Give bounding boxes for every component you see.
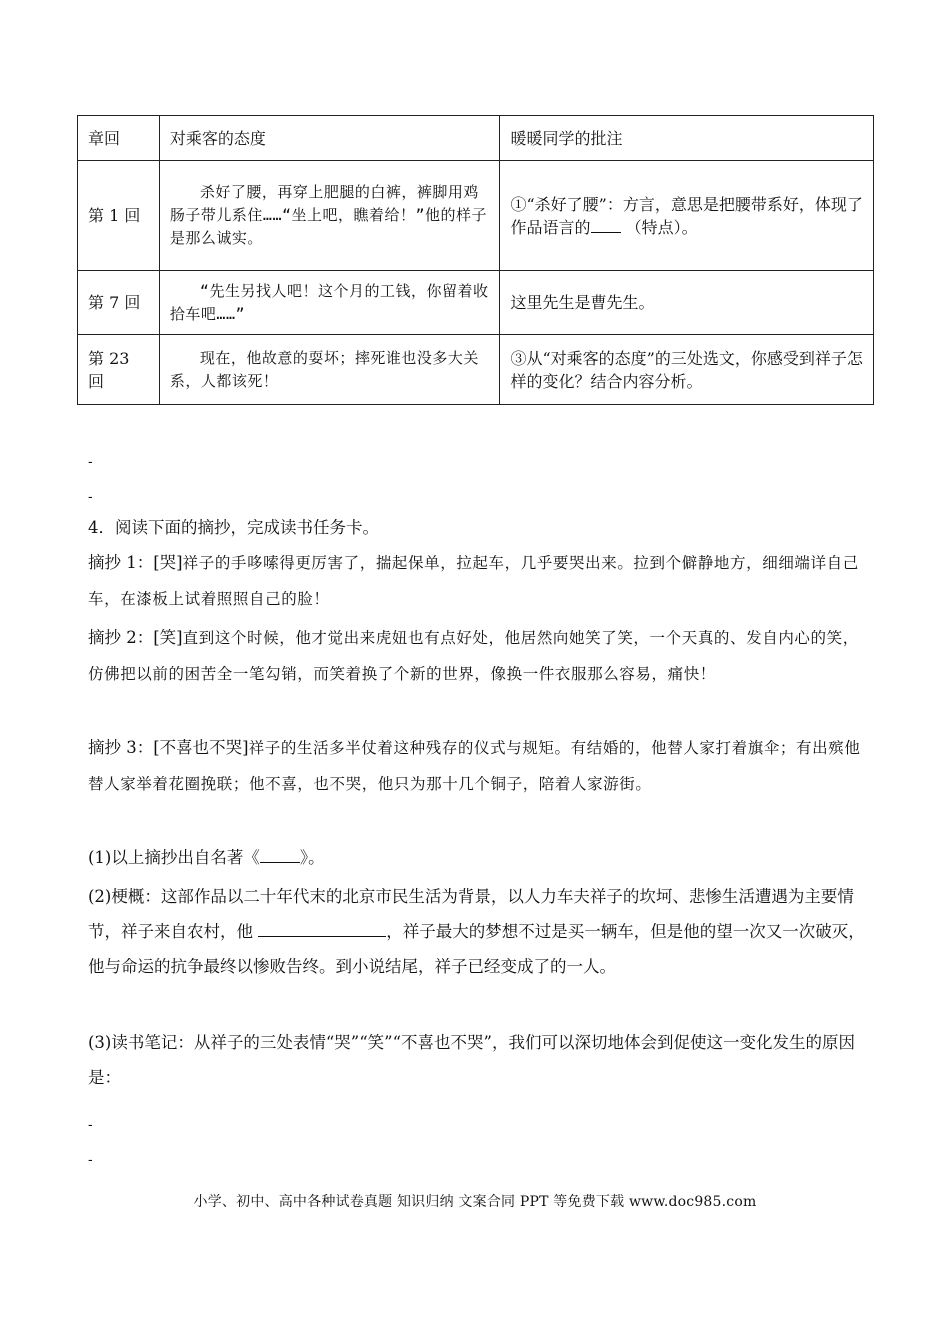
answer-blank — [591, 218, 621, 233]
chapter-cell: 第 23 回 — [78, 335, 160, 405]
answer-line-marker: - — [88, 1116, 93, 1132]
excerpt-2 — [88, 620, 873, 692]
question-2-text: (2)梗概：这部作品以二十年代末的北京市民生活为背景，以人力车夫祥子的坎坷、悲惨生活遭遇为主要情节，祥子来自农村，他 — [88, 887, 854, 941]
excerpt-text: 祥子的生活多半仗着这种残存的仪式与规矩。有结婚的，他替人家打着旗伞；有出殡他替人家举着花圈挽联；他不喜，也不哭，他只为那十几个铜子，陪着人家游街。 — [88, 739, 861, 793]
excerpt-label: 摘抄 2：[笑] — [88, 628, 183, 647]
question-1-text: (1)以上摘抄出自名著《 — [88, 848, 260, 867]
question-2 — [88, 879, 873, 984]
answer-line-marker: - — [88, 1151, 93, 1167]
excerpt-text: 祥子的手哆嗦得更厉害了，揣起保单，拉起车，几乎要哭出来。拉到个僻静地方，细细端详自己车，在漆板上试着照照自己的脸！ — [88, 554, 859, 608]
header-chapter: 章回 — [78, 116, 160, 161]
attitude-cell: “先生另找人吧！这个月的工钱，你留着收拾车吧……” — [159, 271, 500, 335]
annotation-text: ①“杀好了腰”：方言，意思是把腰带系好，体现了作品语言的 — [510, 194, 863, 237]
question-2-text: ，祥子最大的梦想不过是买一辆车，但是他的望一次又一次破灭，他与命运的抗争最终以惨败告终。到小说结尾，祥子已经变成了的一人。 — [88, 922, 865, 976]
table-header-row — [78, 116, 874, 161]
page-footer: 小学、初中、高中各种试卷真题 知识归纳 文案合同 PPT 等免费下载 www.doc985.com — [193, 1194, 757, 1210]
attitude-cell: 现在，他故意的耍坏；摔死谁也没多大关系，人都该死！ — [159, 335, 500, 405]
question-3: (3)读书笔记：从祥子的三处表情“哭”“笑”“不喜也不哭”，我们可以深切地体会到促使这一变化发生的原因是： — [88, 1033, 855, 1087]
question-1-text: 》。 — [299, 848, 325, 867]
chapter-cell: 第 1 回 — [78, 161, 160, 271]
excerpt-1 — [88, 545, 873, 617]
annotation-cell: 这里先生是曹先生。 — [500, 271, 874, 335]
question-1 — [88, 840, 873, 875]
reading-notes-table — [77, 115, 874, 405]
annotation-text: （特点）。 — [625, 217, 698, 237]
header-annotation: 暖暖同学的批注 — [500, 116, 874, 161]
answer-blank — [260, 846, 300, 863]
annotation-cell — [500, 161, 874, 271]
table-row — [78, 271, 874, 335]
answer-line-marker: - — [88, 488, 93, 504]
attitude-cell: 杀好了腰，再穿上肥腿的白裤，裤脚用鸡肠子带儿系住……“坐上吧，瞧着给！”他的样子是那么诚实。 — [159, 161, 500, 271]
annotation-cell: ③从“对乘客的态度”的三处选文，你感受到祥子怎样的变化？结合内容分析。 — [500, 335, 874, 405]
table-row — [78, 335, 874, 405]
table-row — [78, 161, 874, 271]
answer-blank — [258, 920, 386, 937]
header-attitude: 对乘客的态度 — [159, 116, 500, 161]
excerpt-text: 直到这个时候，他才觉出来虎妞也有点好处，他居然向她笑了笑，一个天真的、发自内心的笑，仿佛把以前的困苦全一笔勾销，而笑着换了个新的世界，像换一件衣服那么容易，痛快！ — [88, 629, 859, 683]
excerpt-3 — [88, 730, 873, 802]
excerpt-label: 摘抄 3：[不喜也不哭] — [88, 738, 249, 757]
excerpt-label: 摘抄 1：[哭] — [88, 553, 183, 572]
question-title: 4．阅读下面的摘抄，完成读书任务卡。 — [88, 518, 379, 537]
answer-line-marker: - — [88, 453, 93, 469]
chapter-cell: 第 7 回 — [78, 271, 160, 335]
